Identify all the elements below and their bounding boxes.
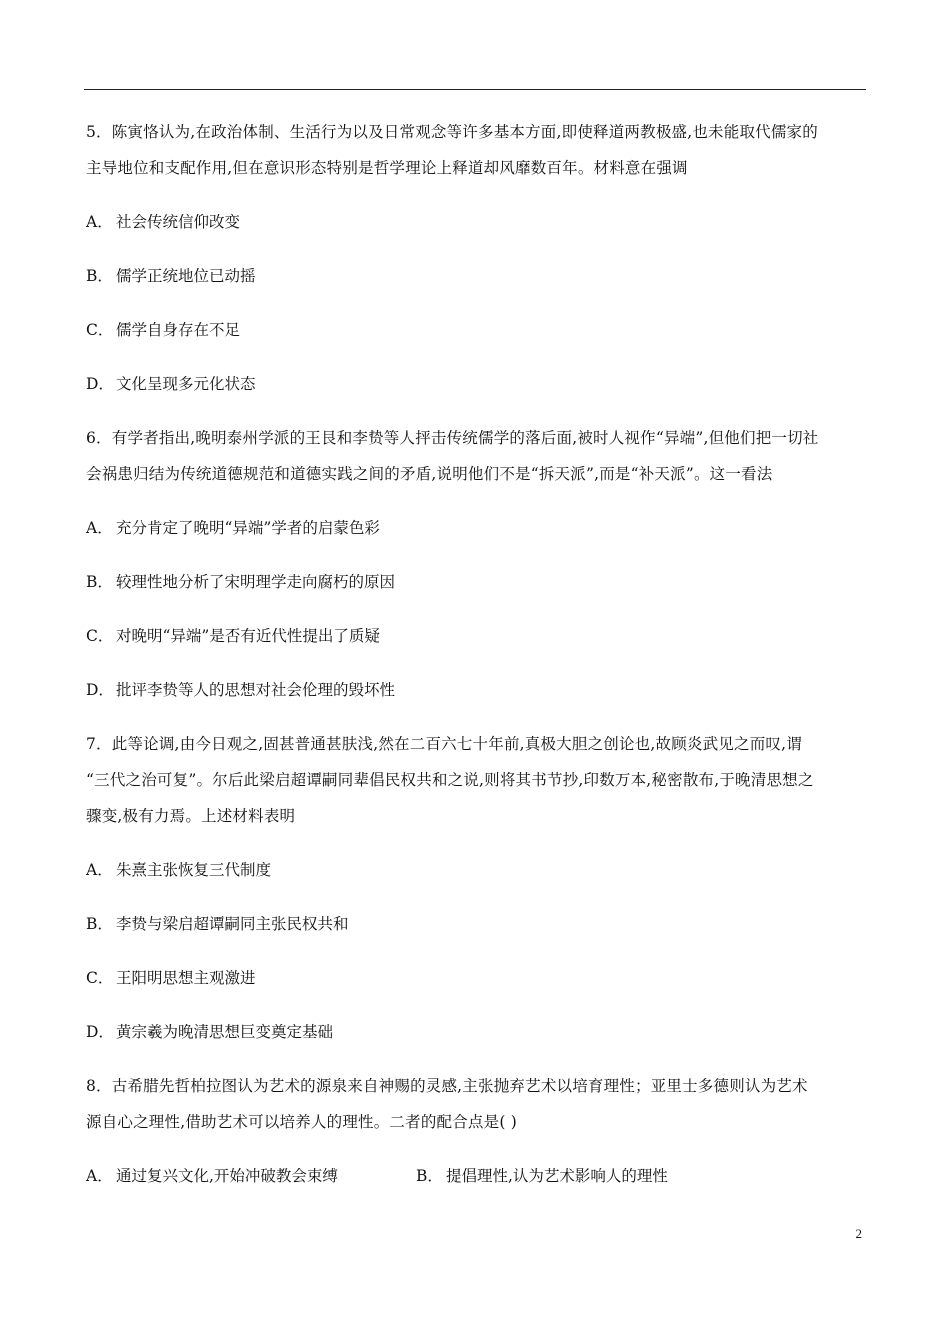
option-letter: D． xyxy=(86,1023,114,1041)
option-b[interactable] xyxy=(416,1158,668,1194)
question-line: 源自心之理性,借助艺术可以培养人的理性。二者的配合点是( ) xyxy=(86,1113,517,1131)
document-body xyxy=(86,114,866,1212)
option-a[interactable] xyxy=(86,852,866,888)
option-letter: C． xyxy=(86,321,114,339)
option-letter: B． xyxy=(86,267,113,285)
question-stem xyxy=(86,114,866,186)
option-a[interactable] xyxy=(86,1158,416,1194)
header-rule xyxy=(84,89,866,90)
option-text: 文化呈现多元化状态 xyxy=(116,375,256,393)
question-line: 8．古希腊先哲柏拉图认为艺术的源泉来自神赐的灵感,主张抛弃艺术以培育理性；亚里士多德则认为艺术 xyxy=(86,1077,808,1095)
option-text: 提倡理性,认为艺术影响人的理性 xyxy=(446,1167,668,1185)
question-line: 主导地位和支配作用,但在意识形态特别是哲学理论上释道却风靡数百年。材料意在强调 xyxy=(86,159,688,177)
option-text: 黄宗羲为晚清思想巨变奠定基础 xyxy=(116,1023,334,1041)
question-stem xyxy=(86,726,866,834)
question-stem xyxy=(86,420,866,492)
option-b[interactable] xyxy=(86,564,866,600)
option-letter: D． xyxy=(86,681,114,699)
option-text: 充分肯定了晚明“异端”学者的启蒙色彩 xyxy=(116,519,380,537)
option-b[interactable] xyxy=(86,906,866,942)
question-5 xyxy=(86,114,866,402)
option-letter: C． xyxy=(86,627,114,645)
option-a[interactable] xyxy=(86,204,866,240)
option-row xyxy=(86,1158,866,1194)
option-d[interactable] xyxy=(86,366,866,402)
question-7 xyxy=(86,726,866,1050)
option-letter: A． xyxy=(86,1167,113,1185)
option-a[interactable] xyxy=(86,510,866,546)
page-number: 2 xyxy=(855,1226,862,1241)
question-line: 5．陈寅恪认为,在政治体制、生活行为以及日常观念等许多基本方面,即使释道两教极盛,也未能取代儒家的 xyxy=(86,123,818,141)
option-letter: A． xyxy=(86,519,113,537)
option-letter: B． xyxy=(86,573,113,591)
option-c[interactable] xyxy=(86,312,866,348)
option-text: 通过复兴文化,开始冲破教会束缚 xyxy=(116,1167,338,1185)
option-text: 朱熹主张恢复三代制度 xyxy=(116,861,272,879)
question-6 xyxy=(86,420,866,708)
question-line: 6．有学者指出,晚明泰州学派的王艮和李贽等人抨击传统儒学的落后面,被时人视作“异端”,但他们把一切社 xyxy=(86,429,819,447)
question-line: 7．此等论调,由今日观之,固甚普通甚肤浅,然在二百六七十年前,真极大胆之创论也,故顾炎武见之而叹,谓 xyxy=(86,735,802,753)
option-letter: B． xyxy=(86,915,113,933)
question-stem xyxy=(86,1068,866,1140)
question-line: 会祸患归结为传统道德规范和道德实践之间的矛盾,说明他们不是“拆天派”,而是“补天派”。这一看法 xyxy=(86,465,773,483)
option-d[interactable] xyxy=(86,1014,866,1050)
option-c[interactable] xyxy=(86,618,866,654)
option-text: 儒学正统地位已动摇 xyxy=(116,267,256,285)
option-b[interactable] xyxy=(86,258,866,294)
option-letter: C． xyxy=(86,969,114,987)
question-line: 骤变,极有力焉。上述材料表明 xyxy=(86,807,296,825)
option-d[interactable] xyxy=(86,672,866,708)
question-line: “三代之治可复”。尔后此梁启超谭嗣同辈倡民权共和之说,则将其书节抄,印数万本,秘密散布,于晚清思想之 xyxy=(86,771,814,789)
option-text: 社会传统信仰改变 xyxy=(116,213,241,231)
option-text: 李贽与梁启超谭嗣同主张民权共和 xyxy=(116,915,349,933)
option-text: 对晚明“异端”是否有近代性提出了质疑 xyxy=(116,627,380,645)
option-text: 儒学自身存在不足 xyxy=(116,321,241,339)
option-letter: B． xyxy=(416,1167,443,1185)
question-8 xyxy=(86,1068,866,1194)
option-text: 批评李贽等人的思想对社会伦理的毁坏性 xyxy=(116,681,396,699)
option-letter: A． xyxy=(86,213,113,231)
option-c[interactable] xyxy=(86,960,866,996)
option-text: 王阳明思想主观激进 xyxy=(116,969,256,987)
option-letter: D． xyxy=(86,375,114,393)
option-text: 较理性地分析了宋明理学走向腐朽的原因 xyxy=(116,573,396,591)
option-letter: A． xyxy=(86,861,113,879)
